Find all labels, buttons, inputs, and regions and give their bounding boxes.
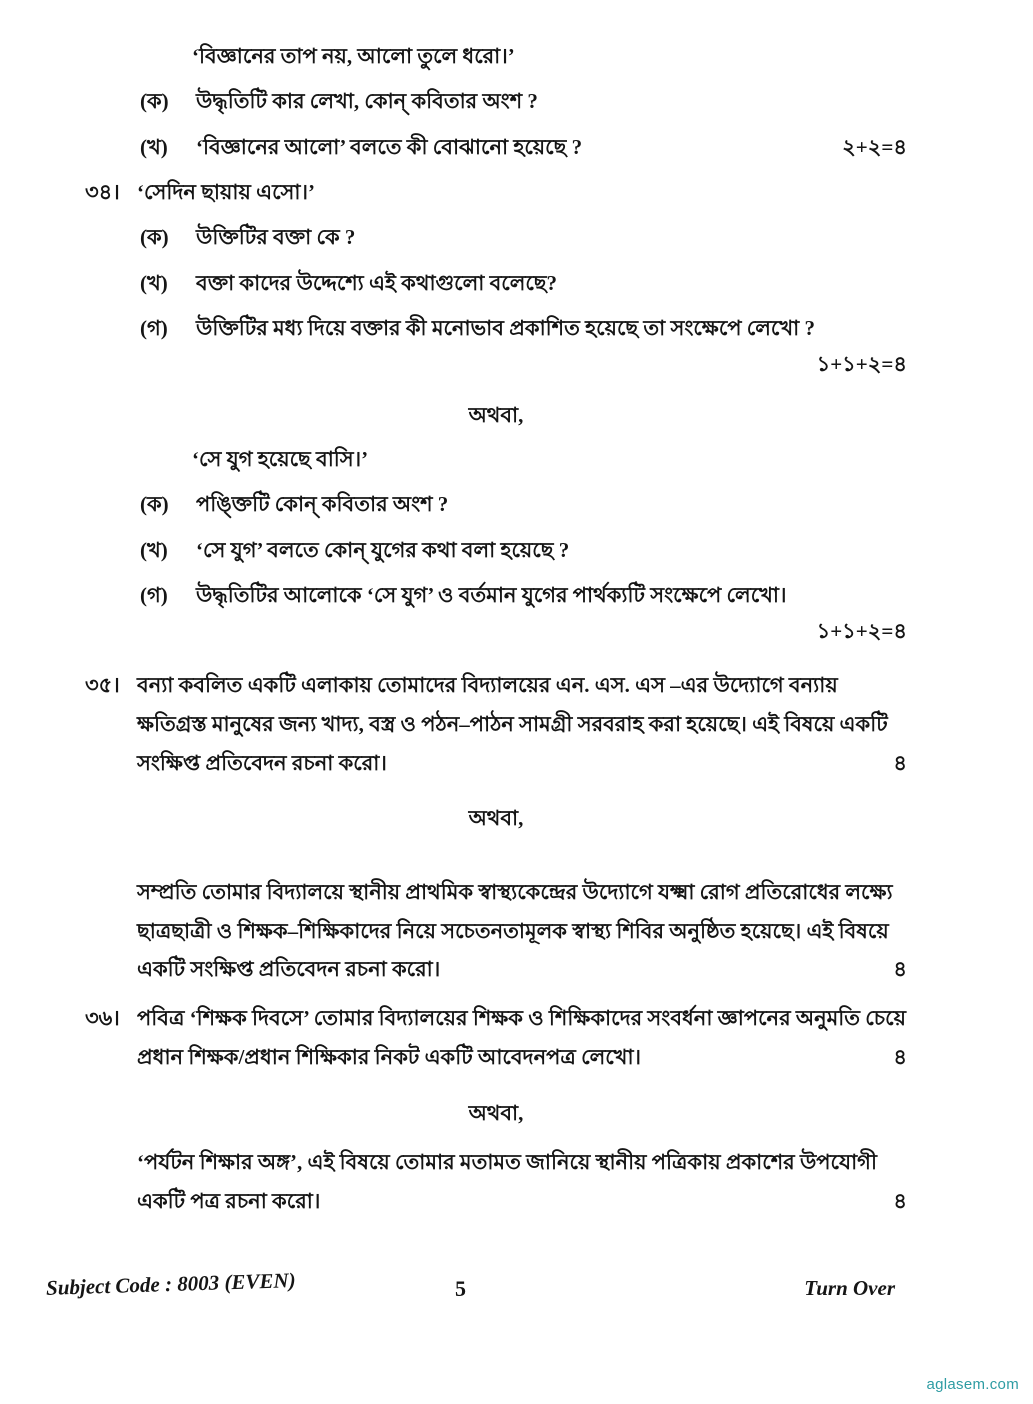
or-divider: অথবা, <box>468 402 524 427</box>
q34-alt-sub-c <box>140 581 907 609</box>
sub-question-label: (গ) <box>140 583 168 608</box>
question-quote: ‘সেদিন ছায়ায় এসো।’ <box>137 180 315 205</box>
sub-question-text: ‘বিজ্ঞানের আলো’ বলতে কী বোঝানো হয়েছে ? <box>196 134 583 159</box>
q33-sub-a <box>140 87 907 115</box>
question-text: ‘পর্যটন শিক্ষার অঙ্গ’, এই বিষয়ে তোমার মতামত জানিয়ে স্থানীয় পত্রিকায় প্রকাশের উপযোগী একটি পত্র রচনা করো। <box>137 1150 877 1214</box>
sub-question-label: (খ) <box>140 134 168 159</box>
question-number: ৩৫। <box>85 672 120 697</box>
question-paragraph <box>137 1143 907 1221</box>
sub-question-label: (খ) <box>140 270 168 295</box>
q35-alt-question <box>137 873 907 990</box>
footer-turn-over: Turn Over <box>804 1276 895 1300</box>
sub-question-label: (ক) <box>140 89 169 114</box>
q36-alt-question <box>137 1143 907 1221</box>
question-paragraph <box>137 666 907 783</box>
q34-sub-c <box>140 314 907 342</box>
sub-question-label: (খ) <box>140 537 168 562</box>
marks-value: ৪ <box>893 957 907 982</box>
question-paper-content <box>85 42 907 1231</box>
watermark-text: aglasem.com <box>926 1376 1019 1393</box>
sub-question-text: ‘সে যুগ’ বলতে কোন্ যুগের কথা বলা হয়েছে ? <box>196 537 570 562</box>
q35-question <box>85 666 907 783</box>
q34-sub-b <box>140 269 907 297</box>
sub-question-label: (ক) <box>140 225 169 250</box>
q33-quote: ‘বিজ্ঞানের তাপ নয়, আলো তুলে ধরো।’ <box>192 44 515 68</box>
sub-question-text: পঙ্ক্তিটি কোন্ কবিতার অংশ ? <box>196 492 449 517</box>
footer-page-number: 5 <box>455 1276 466 1301</box>
sub-question-text: উক্তিটির বক্তা কে ? <box>196 225 356 250</box>
sub-question-text: উক্তিটির মধ্য দিয়ে বক্তার কী মনোভাব প্রকাশিত হয়েছে তা সংক্ষেপে লেখো ? <box>196 316 816 341</box>
q33-sub-b <box>140 133 907 161</box>
marks-value: ২+২=৪ <box>842 134 907 159</box>
q34-alt-sub-a <box>140 490 907 518</box>
sub-question-text: উদ্ধৃতিটির আলোকে ‘সে যুগ’ ও বর্তমান যুগের পার্থক্যটি সংক্ষেপে লেখো। <box>196 583 787 608</box>
q34-alt-sub-b <box>140 536 907 564</box>
sub-question-label: (ক) <box>140 492 169 517</box>
or-divider: অথবা, <box>468 1100 524 1125</box>
sub-question-text: উদ্ধৃতিটি কার লেখা, কোন্ কবিতার অংশ ? <box>196 89 538 114</box>
q34-alt-quote: ‘সে যুগ হয়েছে বাসি।’ <box>192 447 369 472</box>
or-divider: অথবা, <box>468 806 524 831</box>
sub-question-text: বক্তা কাদের উদ্দেশ্যে এই কথাগুলো বলেছে? <box>196 270 558 295</box>
question-text: পবিত্র ‘শিক্ষক দিবসে’ তোমার বিদ্যালয়ের শিক্ষক ও শিক্ষিকাদের সংবর্ধনা জ্ঞাপনের অনুমতি চেয়ে প্রধান শিক্ষক/প্রধান শিক্ষিকার নিকট একটি আবেদনপত্র লেখো। <box>137 1006 906 1070</box>
question-paragraph <box>137 999 907 1077</box>
sub-question-label: (গ) <box>140 316 168 341</box>
question-number: ৩৪। <box>85 180 120 205</box>
q34-alt-marks-value: ১+১+২=৪ <box>816 619 907 644</box>
question-text: বন্যা কবলিত একটি এলাকায় তোমাদের বিদ্যালয়ের এন. এস. এস –এর উদ্যোগে বন্যায় ক্ষতিগ্রস্ত মানুষের জন্য খাদ্য, বস্ত্র ও পঠন–পাঠন সামগ্রী সরবরাহ করা হয়েছে। এই বিষয়ে একটি সংক্ষিপ্ত প্রতিবেদন রচনা করো। <box>137 672 888 775</box>
marks-value: ৪ <box>893 1045 907 1070</box>
marks-value: ৪ <box>893 750 907 775</box>
question-text: সম্প্রতি তোমার বিদ্যালয়ে স্থানীয় প্রাথমিক স্বাস্থ্যকেন্দ্রের উদ্যোগে যক্ষ্মা রোগ প্রতিরোধের লক্ষ্যে ছাত্রছাত্রী ও শিক্ষক–শিক্ষিকাদের নিয়ে সচেতনতামূলক স্বাস্থ্য শিবির অনুষ্ঠিত হয়েছে। এই বিষয়ে একটি সংক্ষিপ্ত প্রতিবেদন রচনা করো। <box>137 879 893 982</box>
q34-sub-a <box>140 223 907 251</box>
q34-header <box>85 178 907 206</box>
marks-value: ৪ <box>893 1189 907 1214</box>
question-number: ৩৬। <box>85 1006 120 1031</box>
q36-question <box>85 999 907 1077</box>
q34-marks-value: ১+১+২=৪ <box>816 352 907 377</box>
question-paragraph <box>137 873 907 990</box>
footer-subject-code: Subject Code : 8003 (EVEN) <box>45 1268 296 1300</box>
